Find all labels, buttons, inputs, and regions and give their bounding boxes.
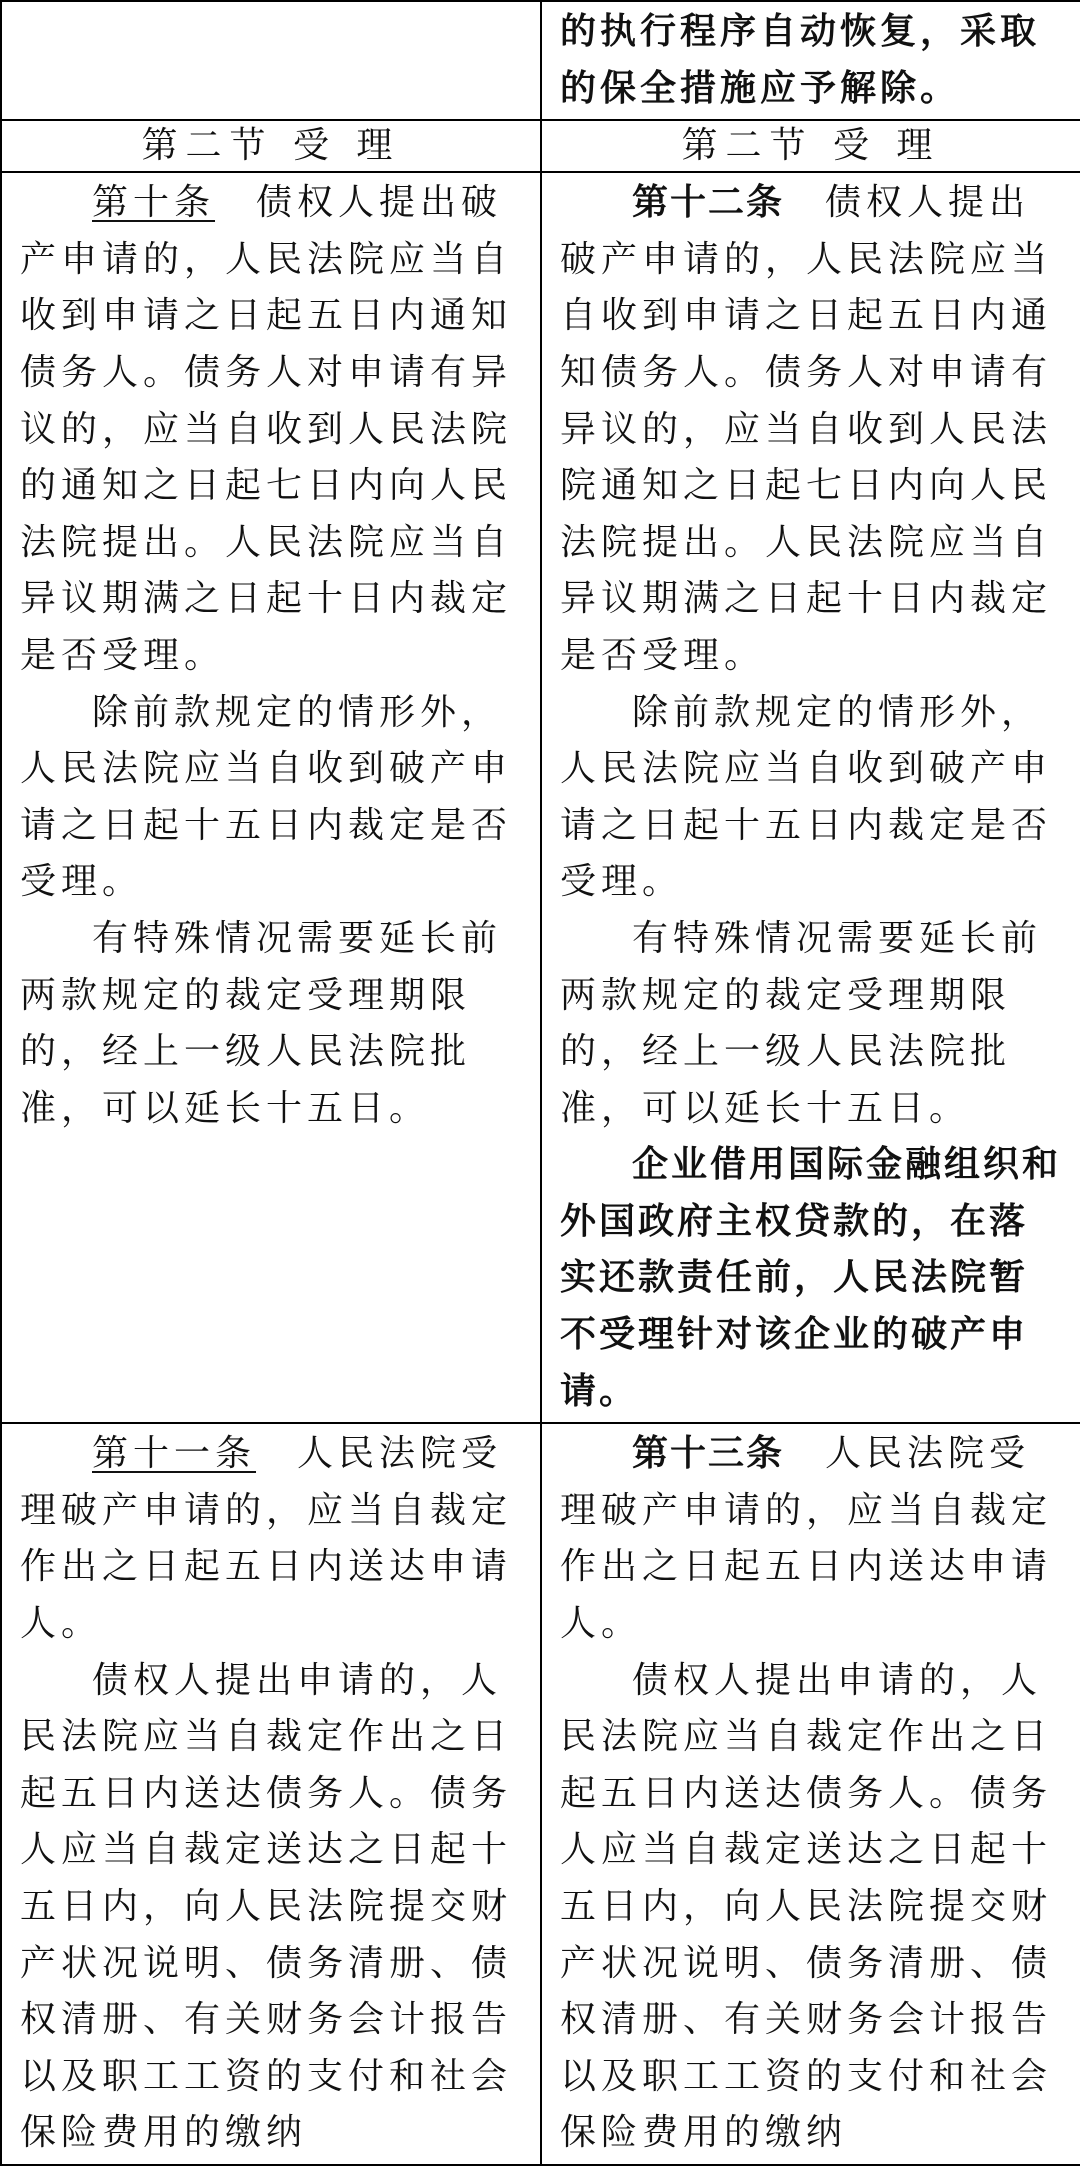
article-number: 第十一条 <box>92 1433 257 1475</box>
article-paragraph: 有特殊情况需要延长前两款规定的裁定受理期限的，经上一级人民法院批准，可以延长十五日。 <box>560 917 1043 1129</box>
article-number: 第十二条 <box>632 182 785 224</box>
top-right-cell: 的执行程序自动恢复，采取的保全措施应予解除。 <box>541 1 1080 120</box>
top-left-cell <box>1 1 541 120</box>
section-heading-row <box>1 120 1080 172</box>
article-number: 第十条 <box>92 182 216 224</box>
article-paragraph <box>560 175 1066 684</box>
section-heading-left: 第二节 受 理 <box>1 120 541 172</box>
article-paragraph <box>560 1426 1066 1652</box>
table-row <box>1 1423 1080 2165</box>
article-paragraph: 债权人提出申请的，人民法院应当自裁定作出之日起五日内送达债务人。债务人应当自裁定送达之日起十五日内，向人民法院提交财产状况说明、债务清册、债权清册、有关财务会计报告以及职工工资的支付和社会保险费用的缴纳 <box>560 1659 1053 2154</box>
added-paragraph: 企业借用国际金融组织和外国政府主权贷款的，在落实还款责任前，人民法院暂不受理针对该企业的破产申请。 <box>560 1144 1062 1412</box>
article-paragraph <box>20 1426 526 1652</box>
article-paragraph: 有特殊情况需要延长前两款规定的裁定受理期限的，经上一级人民法院批准，可以延长十五日。 <box>20 917 503 1129</box>
old-article-10-cell <box>1 172 541 1423</box>
table-row <box>1 172 1080 1423</box>
old-article-11-cell <box>1 1423 541 2165</box>
article-text: 人民法院受理破产申请的，应当自裁定作出之日起五日内送达申请人。 <box>20 1433 513 1645</box>
article-paragraph: 除前款规定的情形外，人民法院应当自收到破产申请之日起十五日内裁定是否受理。 <box>560 691 1053 903</box>
article-text: 人民法院受理破产申请的，应当自裁定作出之日起五日内送达申请人。 <box>560 1433 1053 1645</box>
article-paragraph <box>20 175 526 684</box>
article-text: 债权人提出破产申请的，人民法院应当自收到申请之日起五日内通知债务人。债务人对申请有异议的，应当自收到人民法院的通知之日起七日内向人民法院提出。人民法院应当自异议期满之日起十日内裁定是否受理。 <box>20 182 513 676</box>
article-paragraph: 除前款规定的情形外，人民法院应当自收到破产申请之日起十五日内裁定是否受理。 <box>20 691 513 903</box>
table-row <box>1 1 1080 120</box>
article-number: 第十三条 <box>632 1433 785 1475</box>
new-article-12-cell <box>541 172 1080 1423</box>
article-paragraph: 债权人提出申请的，人民法院应当自裁定作出之日起五日内送达债务人。债务人应当自裁定送达之日起十五日内，向人民法院提交财产状况说明、债务清册、债权清册、有关财务会计报告以及职工工资的支付和社会保险费用的缴纳 <box>20 1659 513 2154</box>
article-text: 债权人提出破产申请的，人民法院应当自收到申请之日起五日内通知债务人。债务人对申请有异议的，应当自收到人民法院通知之日起七日内向人民法院提出。人民法院应当自异议期满之日起十日内裁定是否受理。 <box>560 182 1053 676</box>
section-heading-right: 第二节 受 理 <box>541 120 1080 172</box>
new-article-13-cell <box>541 1423 1080 2165</box>
